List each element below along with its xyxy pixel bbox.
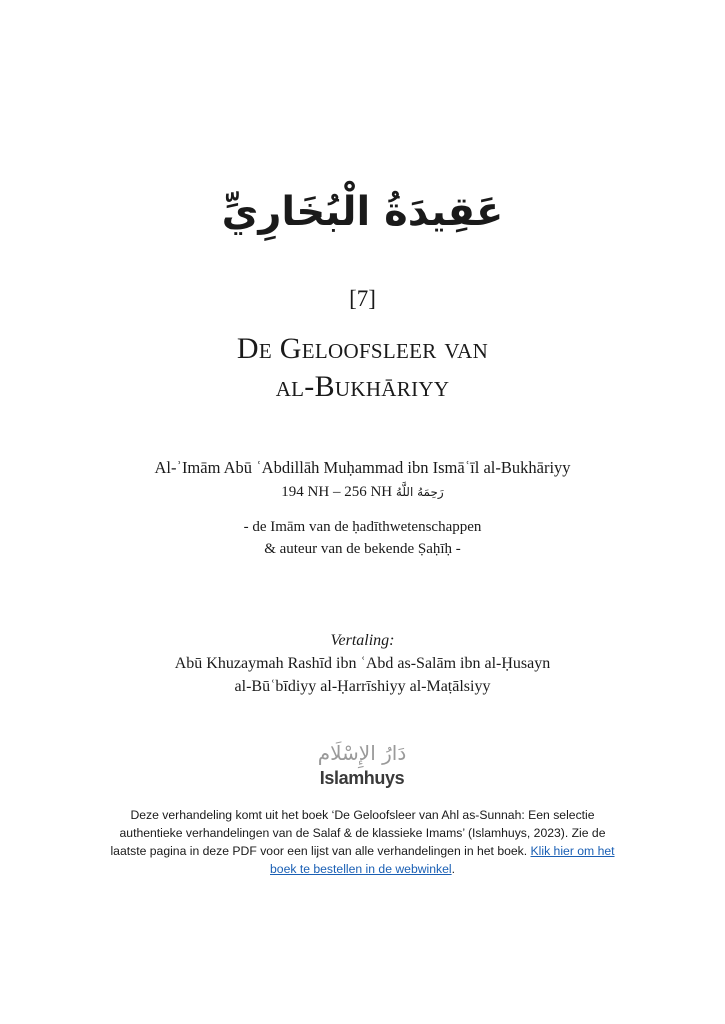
author-dates-line <box>0 480 725 505</box>
translator-line-1: Abū Khuzaymah Rashīd ibn ʿAbd as-Salām ibn al-Ḥusayn <box>174 655 551 672</box>
title-line-1: De Geloofsleer van <box>236 332 489 365</box>
footer-note <box>100 806 625 878</box>
webshop-link[interactable]: Klik hier om het boek te bestellen in de webwinkel <box>270 844 615 876</box>
author-dates: 194 NH – 256 NH <box>281 484 393 500</box>
publisher-logo <box>312 738 412 788</box>
subtitle-line-1: - de Imām van de ḥadīthwetenschappen <box>243 519 482 535</box>
author-block <box>0 455 725 505</box>
translator-line-2: al-Būʿbīdiyy al-Ḥarrīshiyy al-Maṭālsiyy <box>234 678 491 695</box>
logo-calligraphy: دَارُ الإِسْلَام <box>317 741 407 765</box>
title-line-2: al-Bukhāriyy <box>275 370 450 403</box>
author-honorific: رَحِمَهُ اللَّهُ <box>395 485 444 499</box>
page-title <box>0 330 725 406</box>
subtitle-block <box>0 516 725 560</box>
subtitle-line-2: & auteur van de bekende Ṣaḥīḥ - <box>264 541 461 557</box>
translation-block <box>0 629 725 698</box>
footer-text: Deze verhandeling komt uit het boek ‘De Geloofsleer van Ahl as-Sunnah: Een selectie authentieke verhandelingen van de Salaf & de klassieke Imams’ (Islamhuys, 2023). Zie de laatste pagina in deze PDF voor een lijst van alle verhandelingen in het boek. <box>110 808 606 858</box>
logo-name: Islamhuys <box>319 768 405 788</box>
footer-end: . <box>451 862 455 876</box>
arabic-title: عَقِيدَةُ الْبُخَارِيِّ <box>221 189 504 235</box>
treatise-number: [7] <box>349 286 376 311</box>
author-name: Al-ʾImām Abū ʿAbdillāh Muḥammad ibn Ismāʿīl al-Bukhāriyy <box>154 458 571 477</box>
translation-label: Vertaling: <box>330 632 395 649</box>
